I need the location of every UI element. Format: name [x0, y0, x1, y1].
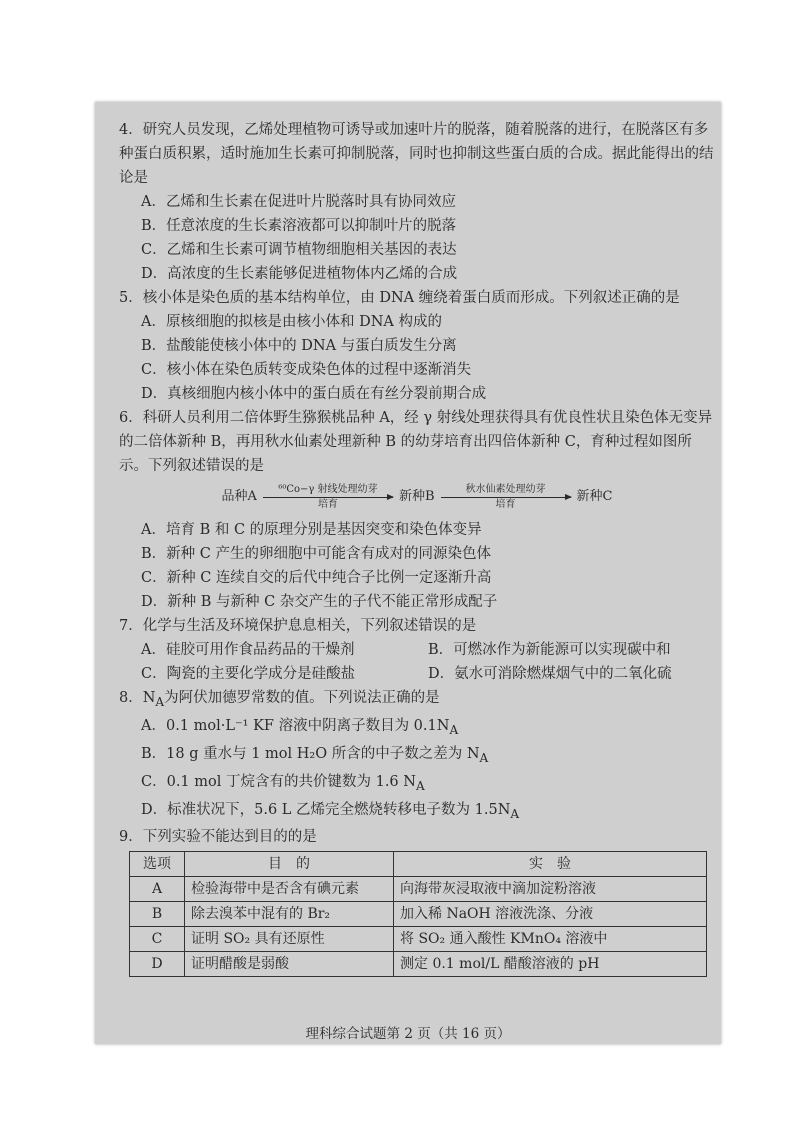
- option-d: D．新种 B 与新种 C 杂交产生的子代不能正常形成配子: [141, 594, 498, 610]
- header-experiment: 实 验: [394, 852, 707, 877]
- row-option: D: [130, 952, 185, 977]
- table-row: [130, 952, 707, 977]
- option-a: A．培育 B 和 C 的原理分别是基因突变和染色体变异: [141, 522, 482, 538]
- breeding-scheme: [119, 480, 715, 514]
- option-d: D．真核细胞内核小体中的蛋白质在有丝分裂前期合成: [141, 386, 487, 402]
- question-stem: [119, 686, 715, 714]
- row-purpose: 除去溴苯中混有的 Br₂: [185, 902, 394, 927]
- row-purpose: 检验海带中是否含有碘元素: [185, 877, 394, 902]
- option-b: [119, 742, 715, 770]
- option-text: B．18 g 重水与 1 mol H₂O 所含的中子数之差为 N: [141, 745, 480, 762]
- avogadro-sub: A: [415, 778, 425, 793]
- row-experiment: 加入稀 NaOH 溶液洗涤、分液: [394, 902, 707, 927]
- variety-c: 新种C: [576, 489, 613, 504]
- experiment-table: [129, 851, 707, 977]
- question-stem: 9．下列实验不能达到目的的是: [119, 829, 317, 846]
- option-d: D．氨水可消除燃煤烟气中的二氧化硫: [428, 666, 672, 682]
- option-d: [119, 798, 715, 826]
- option-b: B．任意浓度的生长素溶液都可以抑制叶片的脱落: [141, 218, 457, 234]
- variety-a: 品种A: [221, 489, 257, 504]
- row-experiment: 向海带灰浸取液中滴加淀粉溶液: [394, 877, 707, 902]
- exam-page: [95, 102, 721, 1044]
- question-5: [119, 286, 715, 406]
- row-experiment: 将 SO₂ 通入酸性 KMnO₄ 溶液中: [394, 927, 707, 952]
- arrow-2-label: 秋水仙素处理幼芽: [465, 483, 546, 495]
- question-stem: 6．科研人员利用二倍体野生猕猴桃品种 A，经 γ 射线处理获得具有优良性状且染色体无变异的二倍体新种 B，再用秋水仙素处理新种 B 的幼芽培育出四倍体新种 C，育种过程如图所示。下列叙述错误的是: [119, 410, 713, 474]
- row-experiment: 测定 0.1 mol/L 醋酸溶液的 pH: [394, 952, 707, 977]
- question-7: [119, 614, 715, 686]
- question-8: [119, 686, 715, 825]
- option-c: C．新种 C 连续自交的后代中纯合子比例一定逐渐升高: [141, 570, 492, 586]
- arrow-2-line: [441, 497, 571, 498]
- option-a: A．乙烯和生长素在促进叶片脱落时具有协同效应: [141, 194, 456, 210]
- stem-rest: 为阿伏加德罗常数的值。下列说法正确的是: [164, 690, 440, 706]
- option-c: [119, 770, 715, 798]
- row-option: A: [130, 877, 185, 902]
- arrow-1-label: ⁶⁰Co−γ 射线处理幼芽: [278, 483, 378, 495]
- row-purpose: 证明醋酸是弱酸: [185, 952, 394, 977]
- option-a: [119, 714, 715, 742]
- avogadro-sub: A: [479, 750, 489, 765]
- option-a: A．原核细胞的拟核是由核小体和 DNA 构成的: [141, 314, 442, 330]
- table-row: [130, 877, 707, 902]
- option-c: C．乙烯和生长素可调节植物细胞相关基因的表达: [141, 242, 457, 258]
- question-stem: 5．核小体是染色质的基本结构单位，由 DNA 缠绕着蛋白质而形成。下列叙述正确的是: [119, 290, 680, 306]
- option-b: B．可燃冰作为新能源可以实现碳中和: [428, 642, 671, 658]
- avogadro-sub: A: [155, 694, 165, 709]
- variety-b: 新种B: [398, 489, 435, 504]
- question-stem: 4．研究人员发现，乙烯处理植物可诱导或加速叶片的脱落，随着脱落的进行，在脱落区有多种蛋白质积累，适时施加生长素可抑制脱落，同时也抑制这些蛋白质的合成。据此能得出的结论是: [119, 122, 714, 186]
- question-6: [119, 406, 715, 614]
- page-footer: 理科综合试题第 2 页（共 16 页）: [305, 1026, 511, 1042]
- option-text: C．0.1 mol 丁烷含有的共价键数为 1.6 N: [141, 773, 416, 790]
- row-option: B: [130, 902, 185, 927]
- question-9: [119, 825, 715, 977]
- option-b: B．盐酸能使核小体中的 DNA 与蛋白质发生分离: [141, 338, 457, 354]
- table-header-row: [130, 852, 707, 877]
- row-option: C: [130, 927, 185, 952]
- option-d: D．高浓度的生长素能够促进植物体内乙烯的合成: [141, 266, 458, 282]
- header-option: 选项: [130, 852, 185, 877]
- row-purpose: 证明 SO₂ 具有还原性: [185, 927, 394, 952]
- question-stem: 7．化学与生活及环境保护息息相关，下列叙述错误的是: [119, 618, 477, 634]
- arrow-1-line: [263, 497, 393, 498]
- option-a: A．硅胶可用作食品药品的干燥剂: [141, 642, 355, 658]
- option-c: C．核小体在染色质转变成染色体的过程中逐渐消失: [141, 362, 472, 378]
- avogadro-sub: A: [510, 806, 520, 821]
- options-row-1: [119, 638, 715, 662]
- arrow-1-sublabel: 培育: [317, 498, 338, 510]
- table-row: [130, 902, 707, 927]
- option-b: B．新种 C 产生的卵细胞中可能含有成对的同源染色体: [141, 546, 491, 562]
- header-purpose: 目 的: [185, 852, 394, 877]
- option-text: A．0.1 mol·L⁻¹ KF 溶液中阴离子数目为 0.1N: [141, 717, 450, 734]
- table-row: [130, 927, 707, 952]
- options-row-2: [119, 662, 715, 686]
- arrow-1: [263, 484, 393, 511]
- arrow-2-sublabel: 培育: [495, 498, 516, 510]
- option-text: D．标准状况下，5.6 L 乙烯完全燃烧转移电子数为 1.5N: [141, 801, 511, 818]
- avogadro-sub: A: [449, 722, 459, 737]
- arrow-2: [441, 484, 571, 511]
- option-c: C．陶瓷的主要化学成分是硅酸盐: [141, 666, 356, 682]
- stem-lead: 8．N: [119, 690, 156, 706]
- question-4: [119, 118, 715, 286]
- page-content: [119, 118, 715, 977]
